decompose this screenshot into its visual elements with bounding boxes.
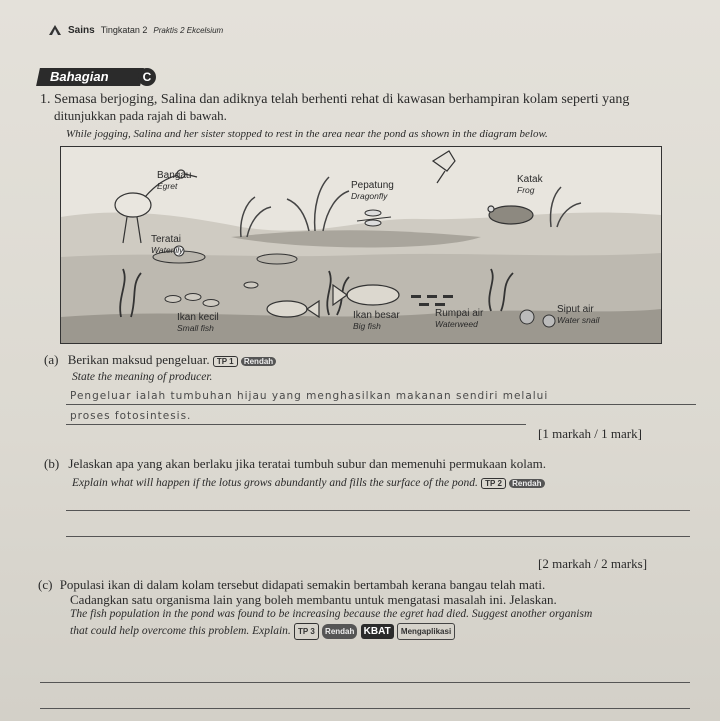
part-a-level-badge: Rendah: [241, 357, 276, 366]
part-b-marks: [2 markah / 2 marks]: [538, 556, 648, 571]
question-stem-en: While jogging, Salina and her sister stopped to rest in the area near the pond as shown in the diagram below.: [66, 128, 548, 140]
part-a-marks: [1 markah / 1 mark]: [538, 426, 642, 441]
label-dragonfly: Pepatung Dragonfly: [351, 180, 394, 201]
part-a-tp-badge: TP 1: [213, 356, 238, 367]
part-c-question: [38, 577, 710, 640]
pond-diagram: [60, 146, 662, 344]
book-logo-icon: [48, 24, 62, 36]
book-level: Tingkatan 2: [100, 25, 148, 35]
bird-icon: [433, 151, 455, 183]
part-b-label: (b): [44, 456, 60, 471]
label-small-fish: Ikan kecil Small fish: [177, 312, 219, 333]
label-waterlily: Teratai Waterlily: [151, 234, 184, 255]
part-c-question-ms-line2: Cadangkan satu organisma lain yang boleh membantu untuk mengatasi masalah ini. Jelaskan.: [70, 592, 557, 607]
answer-line[interactable]: [66, 536, 690, 537]
question-stem-ms-line1: Semasa berjoging, Salina dan adiknya telah berhenti rehat di kawasan berhampiran kolam seperti yang: [54, 92, 630, 107]
question-stem-ms-line2: ditunjukkan pada rajah di bawah.: [54, 108, 227, 123]
label-frog: Katak Frog: [517, 174, 543, 195]
question-number: 1.: [40, 92, 51, 107]
part-c-label: (c): [38, 577, 53, 592]
part-b-level-badge: Rendah: [509, 479, 544, 488]
part-c-tp-badge: TP 3: [294, 623, 319, 640]
section-letter: C: [138, 68, 156, 86]
part-a-label: (a): [44, 352, 59, 367]
part-b-question: [44, 456, 684, 472]
section-label: Bahagian: [50, 69, 109, 84]
part-c-level-badge: Rendah: [322, 624, 357, 639]
part-c-question-ms-line1: Populasi ikan di dalam kolam tersebut didapati semakin bertambah kerana bangau telah mati.: [59, 577, 546, 592]
label-egret: Bangau Egret: [157, 170, 192, 191]
part-a-question-en-wrap: [72, 368, 212, 384]
part-c-question-en-line2: that could help overcome this problem. Explain.: [70, 625, 291, 637]
part-c-kbat-badge: KBAT: [361, 624, 394, 639]
part-c-skill-badge: Mengaplikasi: [397, 623, 455, 640]
label-big-fish: Ikan besar Big fish: [353, 310, 400, 331]
part-a-question: [44, 352, 276, 368]
part-a-question-ms: Berikan maksud pengeluar.: [67, 352, 210, 367]
part-a-question-en: State the meaning of producer.: [72, 371, 213, 383]
answer-line: [66, 404, 696, 405]
label-waterweed: Rumpai air Waterweed: [435, 308, 484, 329]
part-c-question-en-line1: The fish population in the pond was found to be increasing because the egret had died. Suggest another organism: [70, 608, 593, 620]
label-water-snail: Siput air Water snail: [557, 304, 600, 325]
answer-line[interactable]: [40, 682, 690, 683]
answer-line[interactable]: [66, 510, 690, 511]
part-b-question-en-wrap: [72, 474, 545, 490]
section-badge: [38, 68, 158, 86]
book-series: Praktis 2 Ekcelsium: [153, 25, 224, 35]
part-b-question-ms: Jelaskan apa yang akan berlaku jika teratai tumbuh subur dan memenuhi permukaan kolam.: [68, 456, 547, 471]
part-b-tp-badge: TP 2: [481, 478, 506, 489]
part-a-answer-line2[interactable]: proses fotosintesis.: [70, 410, 192, 422]
answer-line[interactable]: [40, 708, 690, 709]
part-b-question-en: Explain what will happen if the lotus grows abundantly and fills the surface of the pond.: [72, 477, 478, 489]
page-header: [48, 24, 223, 36]
book-title: Sains: [68, 24, 95, 36]
frog-icon: [488, 206, 533, 224]
part-a-answer-line1[interactable]: Pengeluar ialah tumbuhan hijau yang menghasilkan makanan sendiri melalui: [70, 390, 549, 402]
answer-line: [66, 424, 526, 425]
